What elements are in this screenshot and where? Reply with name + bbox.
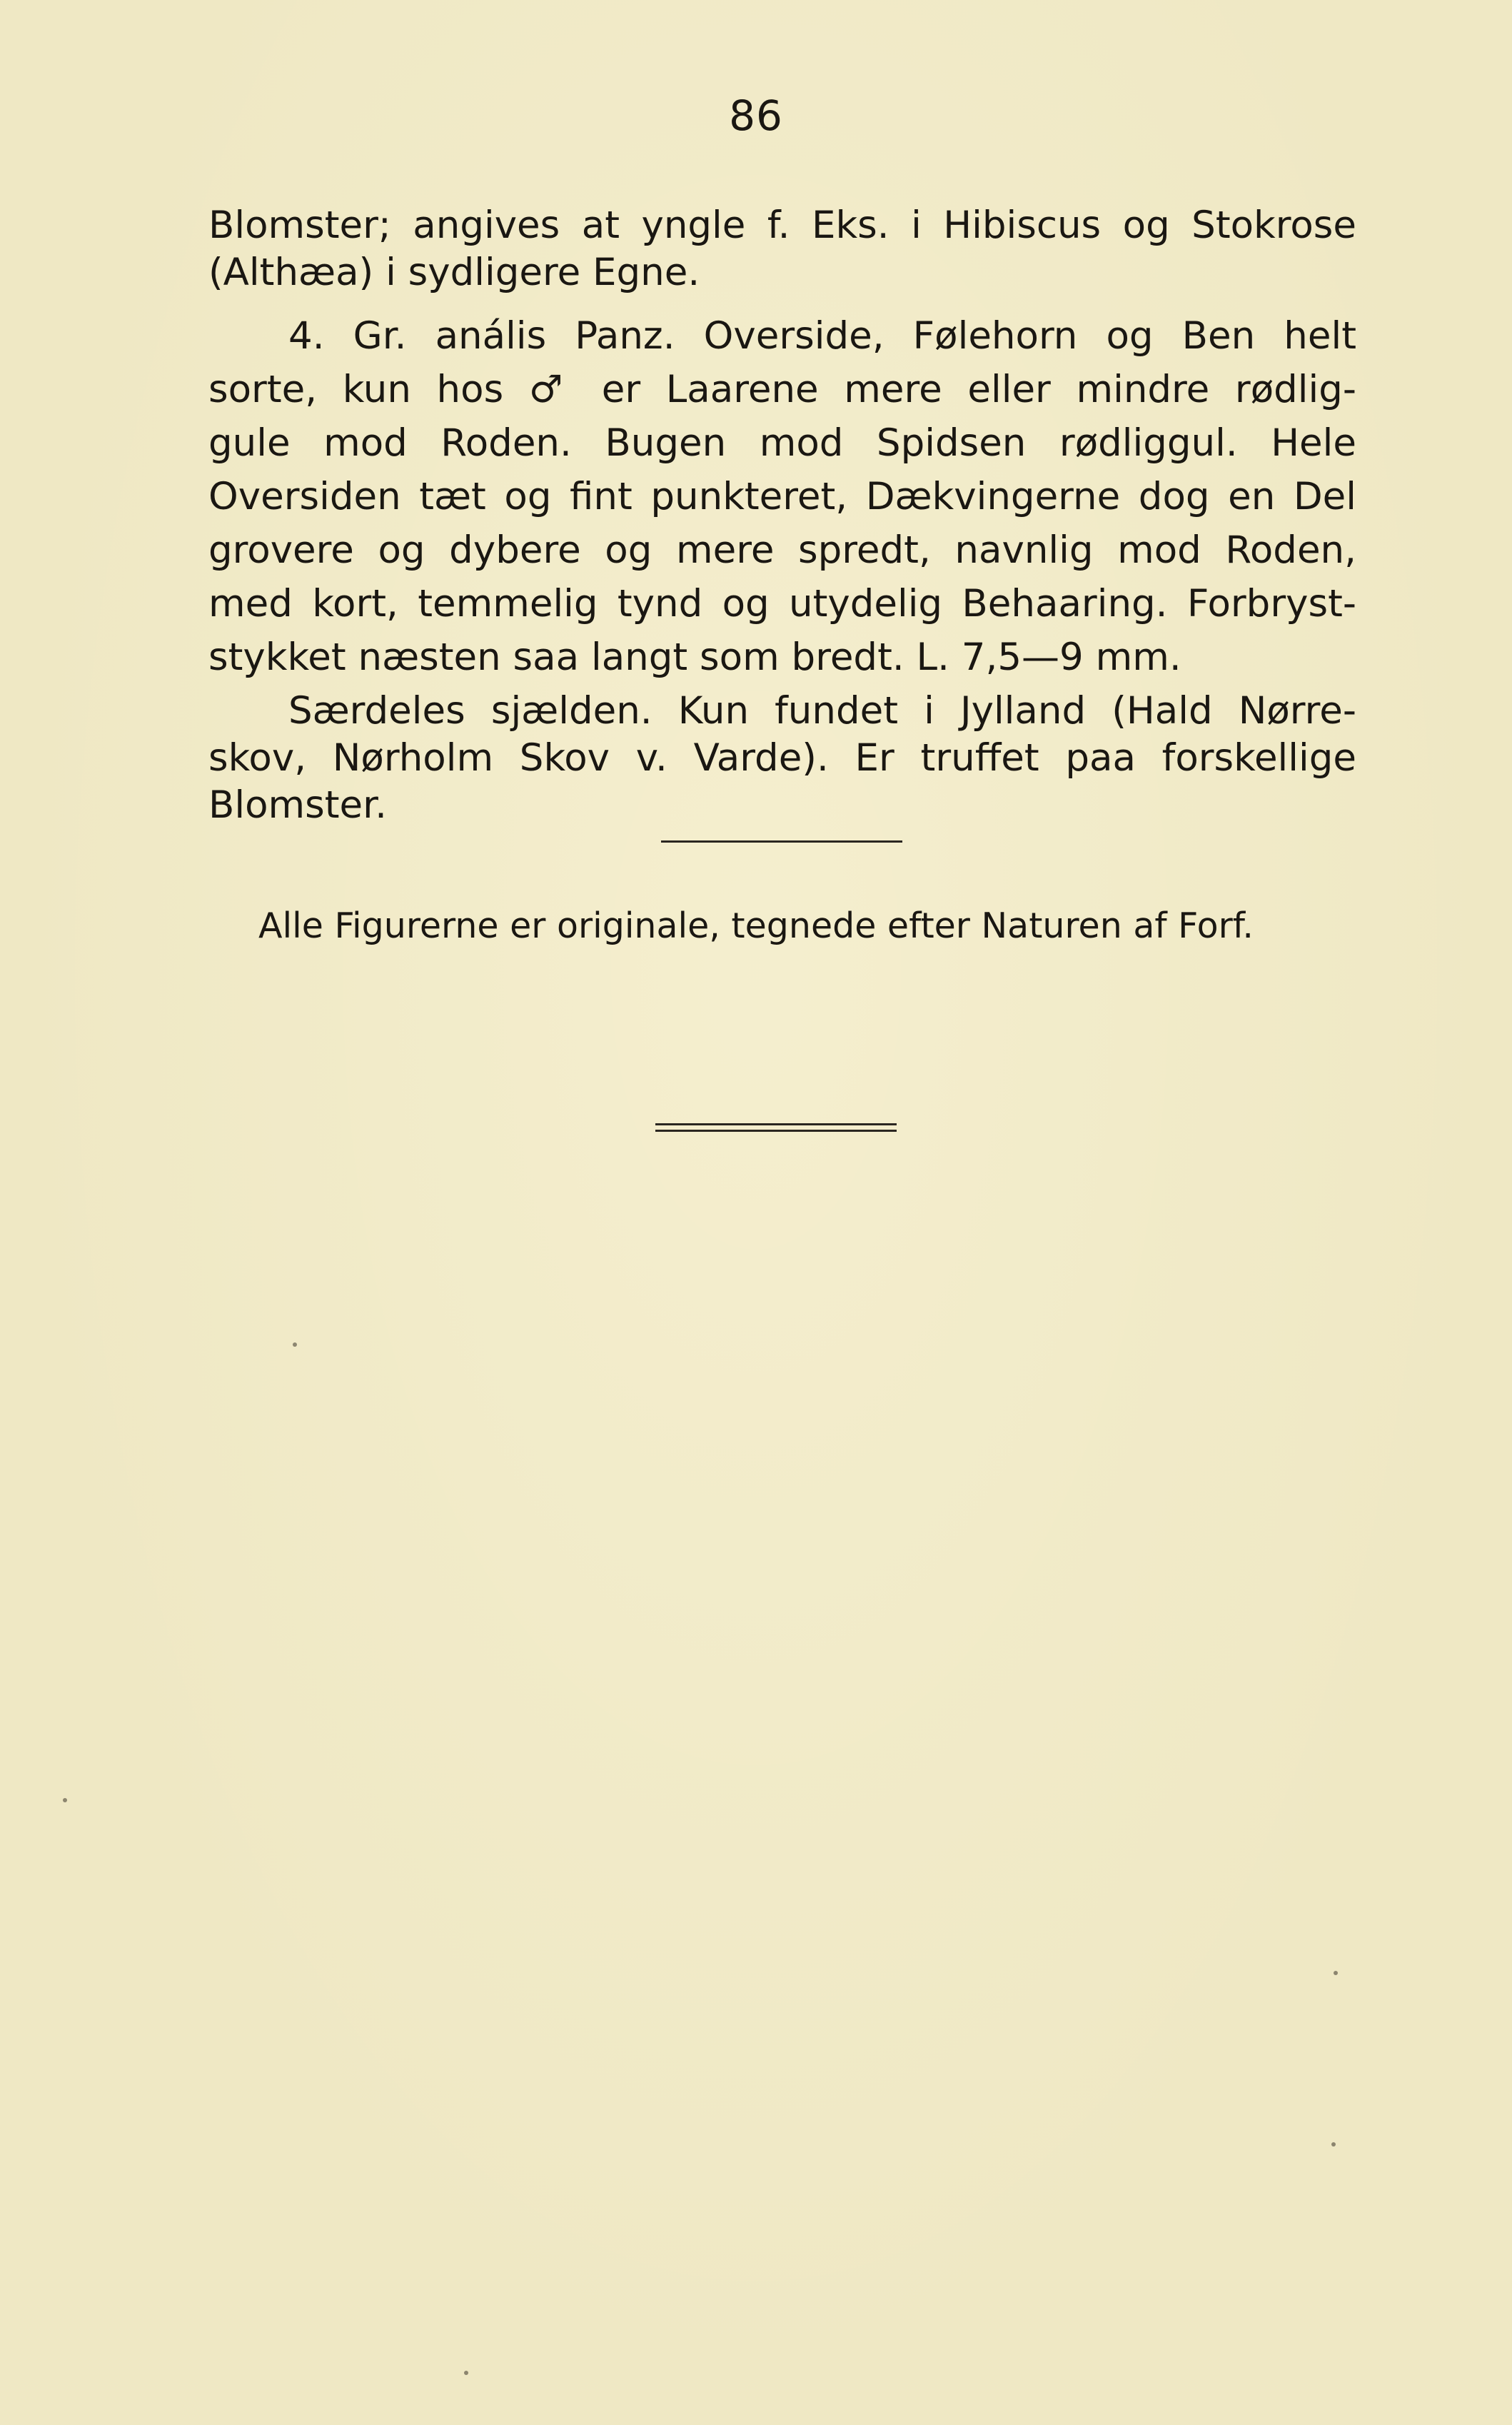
paper-speck	[1334, 1971, 1338, 1975]
paragraph-occurrence	[208, 688, 1356, 829]
text-line: med kort, temmelig tynd og utydelig Behaaring. Forbryst-	[208, 582, 1356, 626]
text-line: skov, Nørholm Skov v. Varde). Er truffet paa forskellige	[208, 736, 1356, 780]
section-divider	[661, 840, 902, 843]
paper-speck	[63, 1798, 67, 1802]
paper-speck	[293, 1342, 297, 1347]
paragraph-species-entry	[208, 309, 1356, 684]
end-double-rule	[655, 1123, 897, 1132]
text-line: stykket næsten saa langt som bredt. L. 7,5—9 mm.	[208, 636, 1181, 679]
text-line: (Althæa) i sydligere Egne.	[208, 251, 700, 294]
paper-speck	[464, 2371, 468, 2375]
text-line: Oversiden tæt og fint punkteret, Dækvingerne dog en Del	[208, 475, 1356, 518]
paper-speck	[1331, 2142, 1336, 2147]
footer-note: Alle Figurerne er originale, tegnede efter Naturen af Forf.	[258, 905, 1254, 946]
text-line: sorte, kun hos ♂ er Laarene mere eller mindre rødlig-	[208, 368, 1356, 411]
text-line: Særdeles sjælden. Kun fundet i Jylland (Hald Nørre-	[288, 689, 1356, 733]
text-line: gule mod Roden. Bugen mod Spidsen rødliggul. Hele	[208, 421, 1356, 465]
page-number: 86	[729, 91, 783, 140]
paragraph-continuation	[208, 202, 1356, 296]
text-line: Blomster; angives at yngle f. Eks. i Hibiscus og Stokrose	[208, 204, 1356, 247]
text-line: Blomster.	[208, 783, 387, 827]
text-line: 4. Gr. anális Panz. Overside, Følehorn og Ben helt	[288, 314, 1356, 358]
text-line: grovere og dybere og mere spredt, navnlig mod Roden,	[208, 528, 1356, 572]
